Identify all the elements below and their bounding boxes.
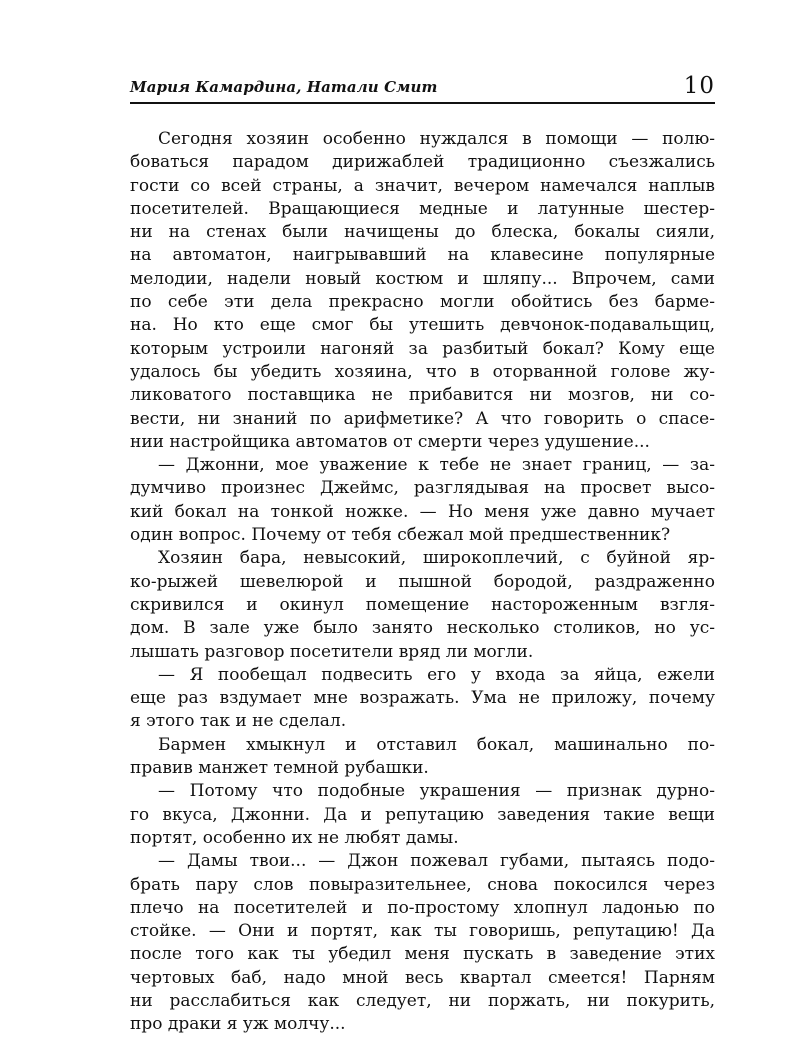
text-line: ликоватого поставщика не прибавится ни мозгов, ни со- — [130, 385, 715, 406]
text-line: портят, особенно их не любят дамы. — [130, 827, 459, 848]
text-line: на автоматон, наигрывавший на клавесине популярные — [130, 245, 715, 266]
text-line: один вопрос. Почему от тебя сбежал мой предшественник? — [130, 525, 671, 546]
text-line: скривился и окинул помещение настороженным взгля- — [130, 594, 715, 615]
text-line: которым устроили нагоняй за разбитый бокал? Кому еще — [130, 338, 715, 359]
text-line: Бармен хмыкнул и отставил бокал, машинально по- — [158, 734, 715, 755]
text-line: нии настройщика автоматов от смерти через удушение... — [130, 431, 650, 452]
text-line: стойке. — Они и портят, как ты говоришь, репутацию! Да — [130, 921, 715, 942]
text-line: на. Но кто еще смог бы утешить девчонок-подавальщиц, — [130, 315, 715, 336]
text-line: брать пару слов повыразительнее, снова покосился через — [130, 874, 715, 895]
text-line: удалось бы убедить хозяина, что в оторванной голове жу- — [130, 361, 715, 382]
text-line: по себе эти дела прекрасно могли обойтись без барме- — [130, 292, 715, 313]
text-line: ко-рыжей шевелюрой и пышной бородой, раздраженно — [130, 571, 715, 592]
text-line: ни на стенах были начищены до блеска, бокалы сияли, — [130, 222, 715, 243]
text-line: — Джонни, мое уважение к тебе не знает границ, — за- — [158, 455, 715, 476]
text-line: правив манжет темной рубашки. — [130, 758, 429, 779]
text-line: я этого так и не сделал. — [130, 711, 347, 732]
text-line: лышать разговор посетители вряд ли могли. — [130, 641, 534, 662]
text-line: чертовых баб, надо мной весь квартал смеется! Парням — [130, 967, 715, 988]
page-number: 10 — [683, 73, 715, 99]
text-line: думчиво произнес Джеймс, разглядывая на просвет высо- — [130, 478, 715, 499]
text-line: гости со всей страны, а значит, вечером намечался наплыв — [130, 175, 715, 196]
running-head — [130, 68, 715, 104]
text-line: еще раз вздумает мне возражать. Ума не приложу, почему — [130, 688, 715, 709]
text-line: после того как ты убедил меня пускать в заведение этих — [130, 944, 715, 965]
text-line: мелодии, надели новый костюм и шляпу... Впрочем, сами — [130, 268, 715, 289]
running-title: Мария Камардина, Натали Смит — [130, 78, 438, 96]
text-line: — Я пообещал подвесить его у входа за яйца, ежели — [158, 664, 715, 685]
text-line: про драки я уж молчу... — [130, 1014, 346, 1035]
text-line: боваться парадом дирижаблей традиционно съезжались — [130, 152, 715, 173]
text-line: Сегодня хозяин особенно нуждался в помощи — полю- — [158, 129, 715, 149]
body-text — [130, 128, 715, 1037]
text-line: посетителей. Вращающиеся медные и латунные шестер- — [130, 198, 715, 219]
text-line: вести, ни знаний по арифметике? А что говорить о спасе- — [130, 408, 715, 429]
text-line: го вкуса, Джонни. Да и репутацию заведения такие вещи — [130, 804, 715, 825]
text-line: — Дамы твои... — Джон пожевал губами, пытаясь подо- — [158, 851, 715, 872]
text-line: кий бокал на тонкой ножке. — Но меня уже давно мучает — [130, 501, 715, 522]
text-line: Хозяин бара, невысокий, широкоплечий, с буйной яр- — [158, 548, 715, 569]
text-line: ни расслабиться как следует, ни поржать, ни покурить, — [130, 990, 715, 1011]
text-line: плечо на посетителей и по-простому хлопнул ладонью по — [130, 897, 715, 918]
text-line: — Потому что подобные украшения — признак дурно- — [158, 781, 715, 802]
text-line: дом. В зале уже было занято несколько столиков, но ус- — [130, 618, 715, 639]
